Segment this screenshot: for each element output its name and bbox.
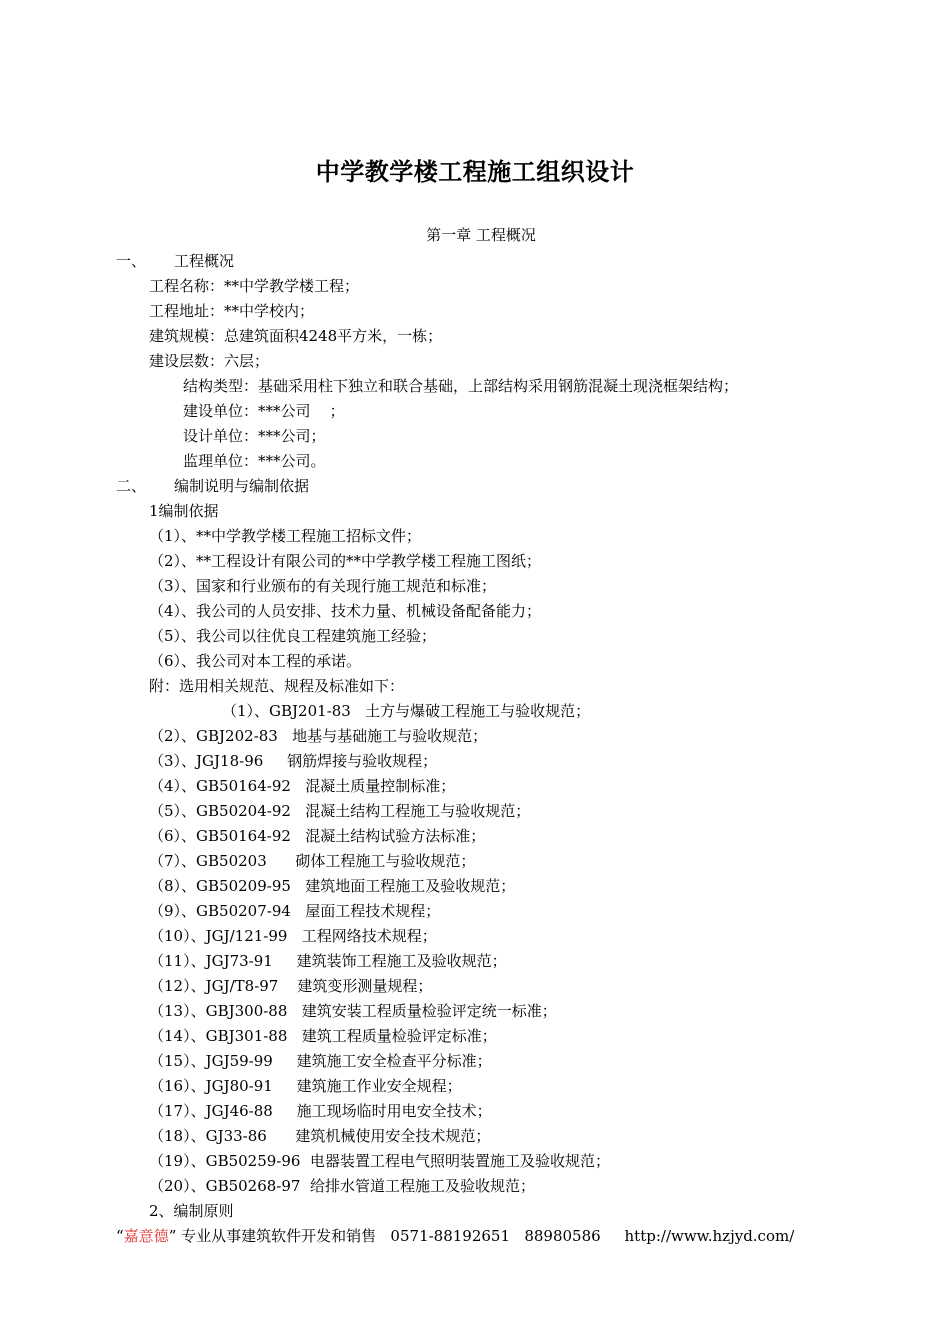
standard-item: （10）、JGJ/121-99 工程网络技术规程； xyxy=(149,927,437,945)
standard-item: （18）、GJ33-86 建筑机械使用安全技术规范； xyxy=(149,1127,491,1145)
standard-item: （6）、GB50164-92 混凝土结构试验方法标准； xyxy=(149,827,486,845)
standard-item: （4）、GB50164-92 混凝土质量控制标准； xyxy=(149,777,456,795)
section-number: 一、 xyxy=(116,252,147,270)
principle-title: 2、编制原则 xyxy=(149,1202,234,1220)
basis-item: （2）、**工程设计有限公司的**中学教学楼工程施工图纸； xyxy=(149,552,542,570)
standard-item: （13）、GBJ300-88 建筑安装工程质量检验评定统一标准； xyxy=(149,1002,557,1020)
basis-item: （3）、国家和行业颁布的有关现行施工规范和标准； xyxy=(149,577,497,595)
section-heading-2 xyxy=(0,474,950,499)
basis-title: 1编制依据 xyxy=(149,502,219,520)
document-body xyxy=(0,249,950,1224)
overview-subitem: 结构类型：基础采用柱下独立和联合基础，上部结构采用钢筋混凝土现浇框架结构； xyxy=(183,377,739,395)
overview-subitem: 监理单位：***公司。 xyxy=(183,452,326,470)
standard-item: （9）、GB50207-94 屋面工程技术规程； xyxy=(149,902,441,920)
section-number: 二、 xyxy=(116,477,147,495)
appendix-title: 附：选用相关规范、规程及标准如下： xyxy=(149,677,405,695)
basis-item: （6）、我公司对本工程的承诺。 xyxy=(149,652,362,670)
standard-item: （15）、JGJ59-99 建筑施工安全检查平分标准； xyxy=(149,1052,492,1070)
basis-item: （5）、我公司以往优良工程建筑施工经验； xyxy=(149,627,437,645)
overview-item: 建设层数：六层； xyxy=(149,352,270,370)
standard-item: （19）、GB50259-96 电器装置工程电气照明装置施工及验收规范； xyxy=(149,1152,611,1170)
document-title: 中学教学楼工程施工组织设计 xyxy=(315,157,635,186)
standard-item: （12）、JGJ/T8-97 建筑变形测量规程； xyxy=(149,977,433,995)
basis-item: （1）、**中学教学楼工程施工招标文件； xyxy=(149,527,422,545)
section-title: 编制说明与编制依据 xyxy=(174,477,310,495)
standard-item: （16）、JGJ80-91 建筑施工作业安全规程； xyxy=(149,1077,462,1095)
basis-item: （4）、我公司的人员安排、技术力量、机械设备配备能力； xyxy=(149,602,542,620)
standard-item: （20）、GB50268-97 给排水管道工程施工及验收规范； xyxy=(149,1177,536,1195)
footer-contact: 专业从事建筑软件开发和销售 0571-88192651 88980586 http://www.hzjyd.com/ xyxy=(176,1227,795,1245)
footer-brand: 嘉意德 xyxy=(123,1227,169,1245)
overview-subitem: 建设单位：***公司 ； xyxy=(183,402,345,420)
standard-item: （11）、JGJ73-91 建筑装饰工程施工及验收规范； xyxy=(149,952,507,970)
standard-item: （3）、JGJ18-96 钢筋焊接与验收规程； xyxy=(149,752,438,770)
footer-quote-close: ” xyxy=(168,1227,177,1245)
standard-item: （14）、GBJ301-88 建筑工程质量检验评定标准； xyxy=(149,1027,497,1045)
page-footer xyxy=(116,1224,794,1249)
standard-item: （1）、GBJ201-83 土方与爆破工程施工与验收规范； xyxy=(222,702,591,720)
section-title: 工程概况 xyxy=(174,252,235,270)
overview-item: 工程名称：**中学教学楼工程； xyxy=(149,277,360,295)
footer-quote-open: “ xyxy=(116,1227,124,1245)
standard-item: （7）、GB50203 砌体工程施工与验收规范； xyxy=(149,852,476,870)
overview-item: 工程地址：**中学校内； xyxy=(149,302,315,320)
standard-item: （8）、GB50209-95 建筑地面工程施工及验收规范； xyxy=(149,877,516,895)
standard-item: （17）、JGJ46-88 施工现场临时用电安全技术； xyxy=(149,1102,492,1120)
section-heading-1 xyxy=(0,249,950,274)
overview-subitem: 设计单位：***公司； xyxy=(183,427,326,445)
chapter-heading: 第一章 工程概况 xyxy=(426,226,536,244)
standard-item: （5）、GB50204-92 混凝土结构工程施工与验收规范； xyxy=(149,802,531,820)
overview-item: 建筑规模：总建筑面积4248平方米，一栋； xyxy=(149,327,443,345)
standard-item: （2）、GBJ202-83 地基与基础施工与验收规范； xyxy=(149,727,488,745)
